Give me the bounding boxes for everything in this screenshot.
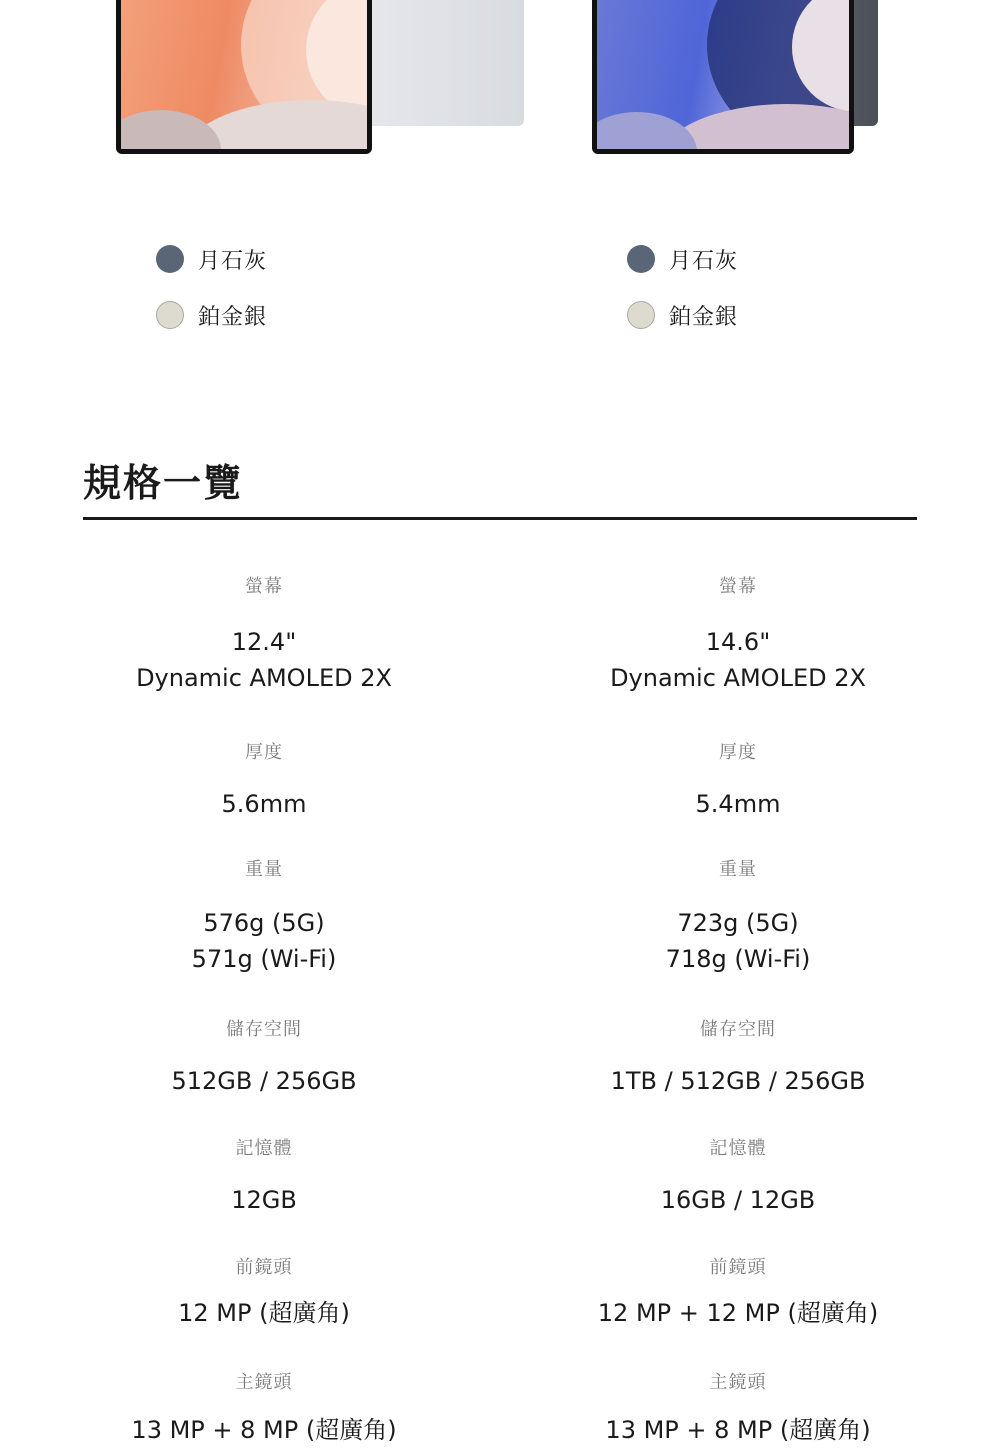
tablet-bezel xyxy=(116,0,372,154)
spec-value-line: 14.6" xyxy=(705,628,771,656)
spec-value xyxy=(528,905,948,977)
color-option-platinum[interactable] xyxy=(156,294,267,336)
color-swatch[interactable] xyxy=(156,245,184,273)
spec-label: 記憶體 xyxy=(709,1138,767,1159)
spec-value xyxy=(528,624,948,696)
color-option-platinum[interactable] xyxy=(627,294,738,336)
spec-value: 12GB xyxy=(231,1186,297,1214)
spec-label: 厚度 xyxy=(245,742,283,763)
color-options-right xyxy=(627,238,738,350)
spec-front-camera xyxy=(528,1253,948,1331)
spec-storage xyxy=(54,1015,474,1099)
spec-value: 12 MP + 12 MP (超廣角) xyxy=(597,1299,879,1327)
spec-thickness xyxy=(528,738,948,822)
spec-storage xyxy=(528,1015,948,1099)
color-swatch[interactable] xyxy=(627,245,655,273)
spec-label: 前鏡頭 xyxy=(235,1257,293,1278)
spec-value: 5.6mm xyxy=(221,790,307,818)
spec-label: 螢幕 xyxy=(245,576,283,597)
spec-value-line: Dynamic AMOLED 2X xyxy=(136,664,392,692)
spec-value-line: Dynamic AMOLED 2X xyxy=(610,664,866,692)
spec-value: 13 MP + 8 MP (超廣角) xyxy=(131,1416,397,1444)
keyboard-cover xyxy=(354,0,524,126)
spec-screen xyxy=(54,572,474,696)
spec-front-camera xyxy=(54,1253,474,1331)
spec-value: 16GB / 12GB xyxy=(660,1186,816,1214)
spec-label: 儲存空間 xyxy=(700,1019,776,1040)
spec-thickness xyxy=(54,738,474,822)
spec-value-line: 12.4" xyxy=(231,628,297,656)
color-swatch[interactable] xyxy=(627,301,655,329)
spec-value-line: 576g (5G) xyxy=(203,909,325,937)
spec-memory xyxy=(528,1134,948,1218)
spec-weight xyxy=(54,855,474,977)
spec-label: 主鏡頭 xyxy=(709,1372,767,1393)
spec-value-line: 571g (Wi-Fi) xyxy=(191,945,337,973)
tablet-screen xyxy=(597,0,849,149)
spec-value-line: 718g (Wi-Fi) xyxy=(665,945,811,973)
spec-label: 前鏡頭 xyxy=(709,1257,767,1278)
spec-label: 儲存空間 xyxy=(226,1019,302,1040)
spec-label: 主鏡頭 xyxy=(235,1372,293,1393)
color-options-left xyxy=(156,238,267,350)
section-title: 規格一覽 xyxy=(83,461,244,505)
tablet-image-right xyxy=(592,0,888,158)
spec-value: 1TB / 512GB / 256GB xyxy=(610,1067,866,1095)
color-option-moonstone[interactable] xyxy=(156,238,267,280)
color-swatch[interactable] xyxy=(156,301,184,329)
tablet-screen xyxy=(121,0,367,149)
spec-screen xyxy=(528,572,948,696)
spec-label: 重量 xyxy=(719,859,757,880)
color-option-moonstone[interactable] xyxy=(627,238,738,280)
spec-label: 螢幕 xyxy=(719,576,757,597)
tablet-bezel xyxy=(592,0,854,154)
section-divider xyxy=(83,517,917,520)
spec-value: 512GB / 256GB xyxy=(171,1067,357,1095)
spec-main-camera xyxy=(528,1368,948,1448)
spec-value: 12 MP (超廣角) xyxy=(178,1299,350,1327)
spec-value xyxy=(54,624,474,696)
color-label: 鉑金銀 xyxy=(198,304,268,330)
color-label: 鉑金銀 xyxy=(669,304,739,330)
spec-value xyxy=(54,905,474,977)
color-label: 月石灰 xyxy=(669,248,739,274)
color-label: 月石灰 xyxy=(198,248,268,274)
spec-label: 重量 xyxy=(245,859,283,880)
spec-value: 5.4mm xyxy=(695,790,781,818)
tablet-image-left xyxy=(116,0,416,158)
spec-value-line: 723g (5G) xyxy=(677,909,799,937)
spec-main-camera xyxy=(54,1368,474,1448)
spec-label: 厚度 xyxy=(719,742,757,763)
spec-weight xyxy=(528,855,948,977)
spec-label: 記憶體 xyxy=(235,1138,293,1159)
spec-value: 13 MP + 8 MP (超廣角) xyxy=(605,1416,871,1444)
spec-memory xyxy=(54,1134,474,1218)
